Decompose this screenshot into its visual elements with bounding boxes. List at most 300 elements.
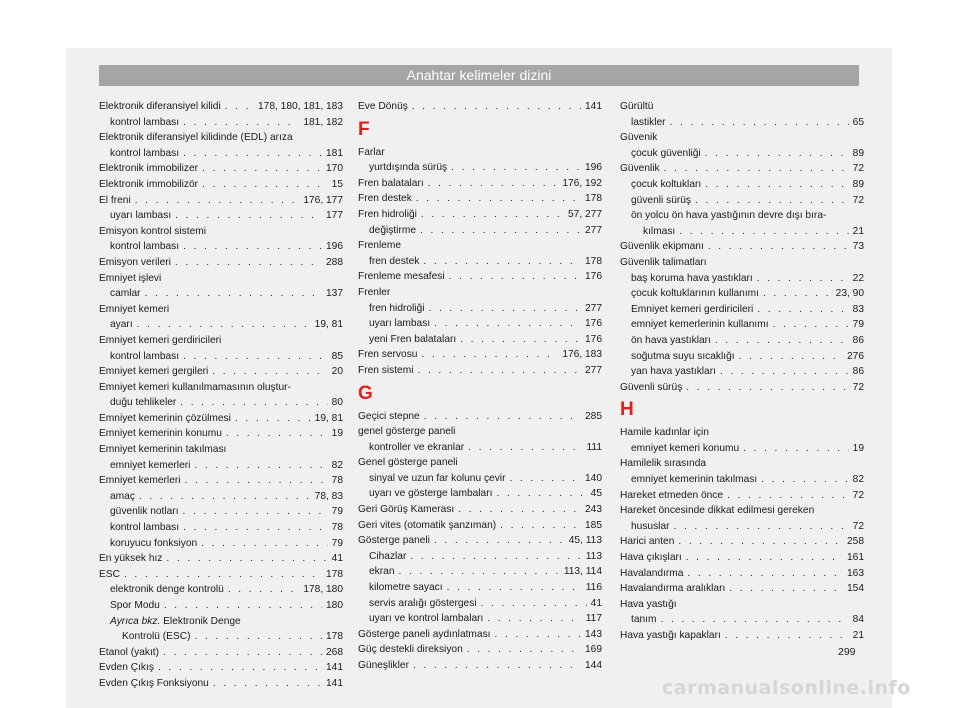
entry-pages: 72 <box>852 381 864 393</box>
entry-text: Emniyet kemerinin çözülmesi <box>99 412 231 424</box>
entry-pages: 181, 182 <box>303 116 343 128</box>
dot-leader <box>729 581 843 597</box>
dot-leader <box>225 99 254 115</box>
entry-pages: 268 <box>326 646 343 658</box>
entry-pages: 243 <box>585 504 602 516</box>
index-heading <box>99 302 343 318</box>
index-heading-text: Emniyet işlevi <box>99 272 162 284</box>
index-heading-text: Emniyet kemeri <box>99 303 170 315</box>
index-subentry <box>620 519 864 535</box>
index-subentry <box>99 208 343 224</box>
entry-pages: 141 <box>326 662 343 674</box>
section-letter: G <box>358 382 373 404</box>
dot-leader <box>183 520 328 536</box>
entry-text: Hava çıkışları <box>620 552 682 564</box>
index-heading <box>99 614 343 630</box>
entry-pages: 143 <box>585 628 602 640</box>
index-subentry <box>620 364 864 380</box>
index-heading <box>358 238 602 254</box>
index-heading-text: Güvenik <box>620 132 658 144</box>
index-heading <box>358 424 602 440</box>
index-subentry <box>358 160 602 176</box>
entry-pages: 277 <box>585 224 602 236</box>
index-entry <box>358 409 602 425</box>
dot-leader <box>451 160 581 176</box>
index-entry <box>620 161 864 177</box>
entry-text: Fren servosu <box>358 349 418 361</box>
dot-leader <box>496 486 586 502</box>
dot-leader <box>686 380 848 396</box>
index-entry <box>99 99 343 115</box>
index-subentry <box>620 286 864 302</box>
entry-pages: 113, 114 <box>563 566 602 578</box>
dot-leader <box>183 146 322 162</box>
entry-text: kontrol lambası <box>110 116 180 128</box>
entry-text: kontrol lambası <box>110 147 180 159</box>
index-heading-text: Elektronik diferansiyel kilidinde (EDL) arıza <box>99 132 293 144</box>
entry-pages: 19, 81 <box>314 319 343 331</box>
entry-text: Güç destekli direksiyon <box>358 644 463 656</box>
dot-leader <box>158 660 322 676</box>
entry-pages: 180 <box>326 600 343 611</box>
dot-leader <box>124 567 322 583</box>
dot-leader <box>421 347 558 363</box>
entry-text: Gösterge paneli aydınlatması <box>358 628 491 640</box>
entry-text: camlar <box>110 288 141 300</box>
entry-text: tanım <box>631 614 657 626</box>
dot-leader <box>412 99 581 115</box>
entry-text: emniyet kemerlerinin kullanımı <box>631 319 769 331</box>
index-entry <box>358 347 602 363</box>
dot-leader <box>725 628 849 644</box>
entry-pages: 196 <box>326 241 343 253</box>
dot-leader <box>175 208 322 224</box>
entry-pages: 161 <box>847 552 864 564</box>
entry-pages: 140 <box>585 472 602 484</box>
entry-pages: 72 <box>852 489 864 501</box>
entry-text: Gösterge paneli <box>358 535 430 547</box>
entry-pages: 79 <box>852 319 864 331</box>
entry-text: ayarı <box>110 319 133 331</box>
entry-pages: 86 <box>852 334 864 346</box>
entry-text: uyarı ve gösterge lambaları <box>369 488 493 500</box>
entry-pages: 163 <box>847 567 864 579</box>
dot-leader <box>761 472 848 488</box>
dot-leader <box>500 518 581 534</box>
entry-pages: 79 <box>331 506 343 518</box>
index-subentry <box>620 115 864 131</box>
entry-text: lastikler <box>631 116 666 128</box>
index-subentry <box>358 223 602 239</box>
index-entry <box>99 676 343 692</box>
index-subentry <box>620 146 864 162</box>
entry-pages: 177 <box>326 210 343 222</box>
entry-text: çocuk koltuklarının kullanımı <box>631 288 759 300</box>
entry-text: servis aralığı göstergesi <box>369 597 477 609</box>
index-entry <box>99 645 343 661</box>
index-heading-text: Hamilelik sırasında <box>620 458 707 470</box>
entry-text: En yüksek hız <box>99 553 163 565</box>
index-column-1 <box>99 99 343 692</box>
index-heading-text: Genel gösterge paneli <box>358 457 458 469</box>
entry-text: Hareket etmeden önce <box>620 489 724 501</box>
index-entry <box>99 255 343 271</box>
section-letter: H <box>620 399 634 421</box>
entry-text: emniyet kemerinin takılması <box>631 474 758 486</box>
entry-pages: 21 <box>852 630 864 641</box>
entry-pages: 185 <box>585 519 602 531</box>
index-entry <box>620 550 864 566</box>
index-subentry <box>358 611 602 627</box>
index-heading <box>99 130 343 146</box>
entry-pages: 65 <box>852 116 864 128</box>
dot-leader <box>468 440 582 456</box>
entry-text: Havalandırma <box>620 567 684 579</box>
dot-leader <box>460 332 581 348</box>
dot-leader <box>183 349 328 365</box>
index-entry <box>99 473 343 489</box>
entry-text: ekran <box>369 566 395 578</box>
dot-leader <box>226 426 328 442</box>
dot-leader <box>183 115 299 131</box>
see-also-label: Ayrıca bkz. <box>110 615 161 627</box>
entry-pages: 137 <box>326 288 343 300</box>
index-heading <box>99 442 343 458</box>
index-entry <box>358 269 602 285</box>
entry-text: çocuk koltukları <box>631 178 702 190</box>
entry-text: güvenli sürüş <box>631 194 692 206</box>
entry-pages: 84 <box>852 614 864 626</box>
dot-leader <box>708 239 849 255</box>
dot-leader <box>429 301 582 317</box>
entry-pages: 78 <box>331 522 343 534</box>
dot-leader <box>212 364 327 380</box>
entry-text: uyarı lambası <box>369 318 431 330</box>
entry-pages: 154 <box>847 583 864 595</box>
dot-leader <box>664 161 849 177</box>
index-heading <box>620 425 864 441</box>
dot-leader <box>417 363 581 379</box>
entry-text: Emisyon verileri <box>99 256 171 268</box>
entry-text: Geçici stepne <box>358 410 420 422</box>
entry-pages: 20 <box>331 366 343 378</box>
index-heading <box>358 145 602 161</box>
index-subentry <box>99 146 343 162</box>
section-letter: F <box>358 118 370 140</box>
entry-pages: 72 <box>852 194 864 206</box>
index-subentry <box>99 504 343 520</box>
dot-leader <box>135 193 300 209</box>
entry-text: Spor Modu <box>110 600 160 611</box>
entry-pages: 72 <box>852 520 864 532</box>
entry-pages: 176, 192 <box>562 177 602 189</box>
entry-pages: 45 <box>590 488 602 500</box>
entry-pages: 288 <box>326 256 343 268</box>
entry-text: Fren hidroliği <box>358 208 417 220</box>
entry-text: duğu tehlikeler <box>110 397 177 409</box>
dot-leader <box>458 502 581 518</box>
entry-pages: 82 <box>852 474 864 486</box>
index-heading-text: Elektronik Denge <box>160 615 241 627</box>
entry-text: amaç <box>110 490 135 502</box>
index-heading-text: Gürültü <box>620 101 654 112</box>
entry-pages: 113 <box>585 550 602 562</box>
index-entry <box>358 207 602 223</box>
index-column-3 <box>620 99 864 644</box>
dot-leader <box>164 598 322 614</box>
entry-text: soğutma suyu sıcaklığı <box>631 350 735 362</box>
index-subentry <box>620 177 864 193</box>
entry-text: Harici anten <box>620 536 675 548</box>
index-subentry <box>620 349 864 365</box>
dot-leader <box>674 519 849 535</box>
entry-text: elektronik denge kontrolü <box>110 584 224 596</box>
entry-pages: 89 <box>852 147 864 159</box>
entry-pages: 72 <box>852 163 864 175</box>
index-heading-text: Emniyet kemeri kullanılmamasının oluştur- <box>99 381 291 393</box>
entry-text: kontroller ve ekranlar <box>369 441 465 453</box>
index-subentry <box>358 316 602 332</box>
dot-leader <box>467 642 581 658</box>
entry-text: Cihazlar <box>369 550 407 562</box>
entry-pages: 144 <box>585 660 602 671</box>
index-subentry <box>99 536 343 552</box>
entry-text: Emniyet kemerinin konumu <box>99 428 222 440</box>
dot-leader <box>763 286 832 302</box>
dot-leader <box>416 191 581 207</box>
entry-text: ön hava yastıkları <box>631 334 711 346</box>
index-heading-text: Frenler <box>358 286 391 298</box>
index-entry <box>620 566 864 582</box>
entry-pages: 23, 90 <box>835 288 864 300</box>
dot-leader <box>449 269 581 285</box>
entry-pages: 141 <box>326 677 343 689</box>
entry-pages: 19 <box>331 428 343 440</box>
index-heading <box>358 285 602 301</box>
dot-leader <box>398 564 559 580</box>
index-subentry <box>358 471 602 487</box>
index-heading <box>99 271 343 287</box>
entry-text: kontrol lambası <box>110 350 180 362</box>
entry-pages: 176 <box>585 271 602 283</box>
entry-text: baş koruma hava yastıkları <box>631 272 753 284</box>
dot-leader <box>180 395 327 411</box>
index-heading-text: Emniyet kemerinin takılması <box>99 444 227 456</box>
entry-pages: 178 <box>585 193 602 205</box>
index-subentry <box>358 580 602 596</box>
entry-text: emniyet kemeri konumu <box>631 442 740 454</box>
entry-pages: 169 <box>585 644 602 656</box>
index-entry <box>358 176 602 192</box>
entry-pages: 117 <box>585 613 602 625</box>
dot-leader <box>228 582 300 598</box>
entry-text: kılması <box>643 225 676 237</box>
index-subentry <box>620 472 864 488</box>
entry-pages: 141 <box>585 101 602 112</box>
dot-leader <box>137 317 311 333</box>
entry-text: Etanol (yakıt) <box>99 646 160 658</box>
index-entry <box>620 628 864 644</box>
dot-leader <box>413 658 581 674</box>
index-heading <box>620 597 864 613</box>
dot-leader <box>495 627 581 643</box>
entry-text: Güvenli sürüş <box>620 381 683 393</box>
dot-leader <box>686 550 843 566</box>
dot-leader <box>757 302 848 318</box>
index-entry <box>99 193 343 209</box>
dot-leader <box>139 489 311 505</box>
index-heading <box>99 224 343 240</box>
dot-leader <box>705 146 849 162</box>
index-subentry <box>99 582 343 598</box>
entry-pages: 79 <box>331 537 343 549</box>
entry-text: yeni Fren balataları <box>369 333 457 345</box>
index-heading-text: Farlar <box>358 146 385 158</box>
entry-text: Evden Çıkış <box>99 662 154 674</box>
entry-pages: 80 <box>331 397 343 409</box>
index-subentry <box>620 193 864 209</box>
index-entry <box>358 533 602 549</box>
index-heading <box>620 255 864 271</box>
index-entry <box>620 239 864 255</box>
dot-leader <box>670 115 849 131</box>
entry-text: Geri vites (otomatik şanzıman) <box>358 519 497 531</box>
dot-leader <box>434 316 581 332</box>
entry-text: Elektronik diferansiyel kilidi <box>99 101 221 112</box>
entry-pages: 178, 180 <box>303 584 343 596</box>
entry-pages: 57, 277 <box>568 208 602 220</box>
entry-text: Kontrolü (ESC) <box>122 631 191 643</box>
entry-pages: 258 <box>847 536 864 548</box>
entry-text: koruyucu fonksiyon <box>110 537 198 549</box>
entry-pages: 116 <box>585 582 602 594</box>
dot-leader <box>678 534 843 550</box>
index-subentry <box>358 596 602 612</box>
dot-leader <box>420 223 581 239</box>
entry-text: sinyal ve uzun far kolunu çevir <box>369 472 506 484</box>
dot-leader <box>720 364 849 380</box>
index-subentry <box>99 629 343 645</box>
entry-pages: 178 <box>326 631 343 643</box>
index-entry <box>99 411 343 427</box>
entry-text: Evden Çıkış Fonksiyonu <box>99 677 209 689</box>
dot-leader <box>487 611 581 627</box>
entry-pages: 196 <box>585 162 602 174</box>
entry-pages: 78, 83 <box>314 490 343 502</box>
entry-pages: 176 <box>585 318 602 330</box>
entry-text: kontrol lambası <box>110 522 180 534</box>
index-subentry <box>620 441 864 457</box>
entry-text: Güvenlik <box>620 163 660 175</box>
index-subentry <box>358 332 602 348</box>
index-subentry <box>620 302 864 318</box>
entry-pages: 41 <box>331 553 343 565</box>
dot-leader <box>202 177 328 193</box>
entry-pages: 277 <box>585 302 602 314</box>
page-number: 299 <box>838 646 856 658</box>
dot-leader <box>166 551 327 567</box>
index-subentry <box>358 254 602 270</box>
watermark: carmanualsonline.info <box>662 677 911 699</box>
dot-leader <box>727 488 849 504</box>
entry-text: ESC <box>99 568 120 580</box>
index-subentry <box>99 239 343 255</box>
entry-pages: 176, 177 <box>303 194 343 206</box>
index-entry <box>99 551 343 567</box>
dot-leader <box>175 255 322 271</box>
index-heading <box>620 456 864 472</box>
entry-pages: 178 <box>326 568 343 580</box>
entry-pages: 176, 183 <box>562 349 602 361</box>
index-entry <box>358 191 602 207</box>
index-heading <box>358 455 602 471</box>
index-heading <box>620 503 864 519</box>
entry-text: fren hidroliği <box>369 302 425 314</box>
entry-pages: 83 <box>852 303 864 315</box>
index-subentry <box>99 458 343 474</box>
index-subentry <box>99 349 343 365</box>
entry-text: Emniyet kemeri gerdiricileri <box>631 303 754 315</box>
entry-text: fren destek <box>369 255 420 267</box>
index-subentry <box>620 317 864 333</box>
index-entry <box>99 364 343 380</box>
entry-pages: 111 <box>586 441 602 453</box>
entry-text: Fren destek <box>358 193 412 205</box>
index-heading <box>620 130 864 146</box>
index-subentry <box>358 440 602 456</box>
entry-text: emniyet kemerleri <box>110 459 191 471</box>
dot-leader <box>447 580 582 596</box>
index-entry <box>99 660 343 676</box>
entry-text: Geri Görüş Kamerası <box>358 504 455 516</box>
index-subentry <box>99 395 343 411</box>
dot-leader <box>705 177 848 193</box>
entry-pages: 89 <box>852 178 864 190</box>
entry-text: uyarı lambası <box>110 210 172 222</box>
entry-text: Emniyet kemerleri <box>99 475 181 487</box>
entry-pages: 178, 180, 181, 183 <box>258 101 343 112</box>
dot-leader <box>428 176 559 192</box>
index-entry <box>358 658 602 674</box>
dot-leader <box>185 473 328 489</box>
entry-text: Fren sistemi <box>358 364 414 376</box>
entry-pages: 86 <box>852 366 864 378</box>
index-heading-text: Hamile kadınlar için <box>620 427 709 439</box>
dot-leader <box>424 409 581 425</box>
entry-pages: 19 <box>852 442 864 454</box>
dot-leader <box>423 254 581 270</box>
entry-pages: 45, 113 <box>568 535 602 547</box>
page-header: Anahtar kelimeler dizini <box>99 65 859 86</box>
index-entry <box>620 534 864 550</box>
dot-leader <box>773 317 849 333</box>
index-heading-text: Emisyon kontrol sistemi <box>99 225 206 237</box>
index-entry <box>358 363 602 379</box>
index-heading <box>99 333 343 349</box>
index-subentry <box>99 317 343 333</box>
entry-text: Elektronik immobilizör <box>99 178 199 190</box>
entry-text: yurtdışında sürüş <box>369 162 448 174</box>
entry-text: Hava yastığı kapakları <box>620 630 721 641</box>
entry-pages: 277 <box>585 364 602 376</box>
index-entry <box>99 177 343 193</box>
entry-pages: 15 <box>331 178 343 190</box>
entry-text: kontrol lambası <box>110 241 180 253</box>
entry-pages: 178 <box>585 255 602 267</box>
entry-text: değiştirme <box>369 224 416 236</box>
entry-pages: 170 <box>326 163 343 175</box>
entry-pages: 285 <box>585 410 602 422</box>
